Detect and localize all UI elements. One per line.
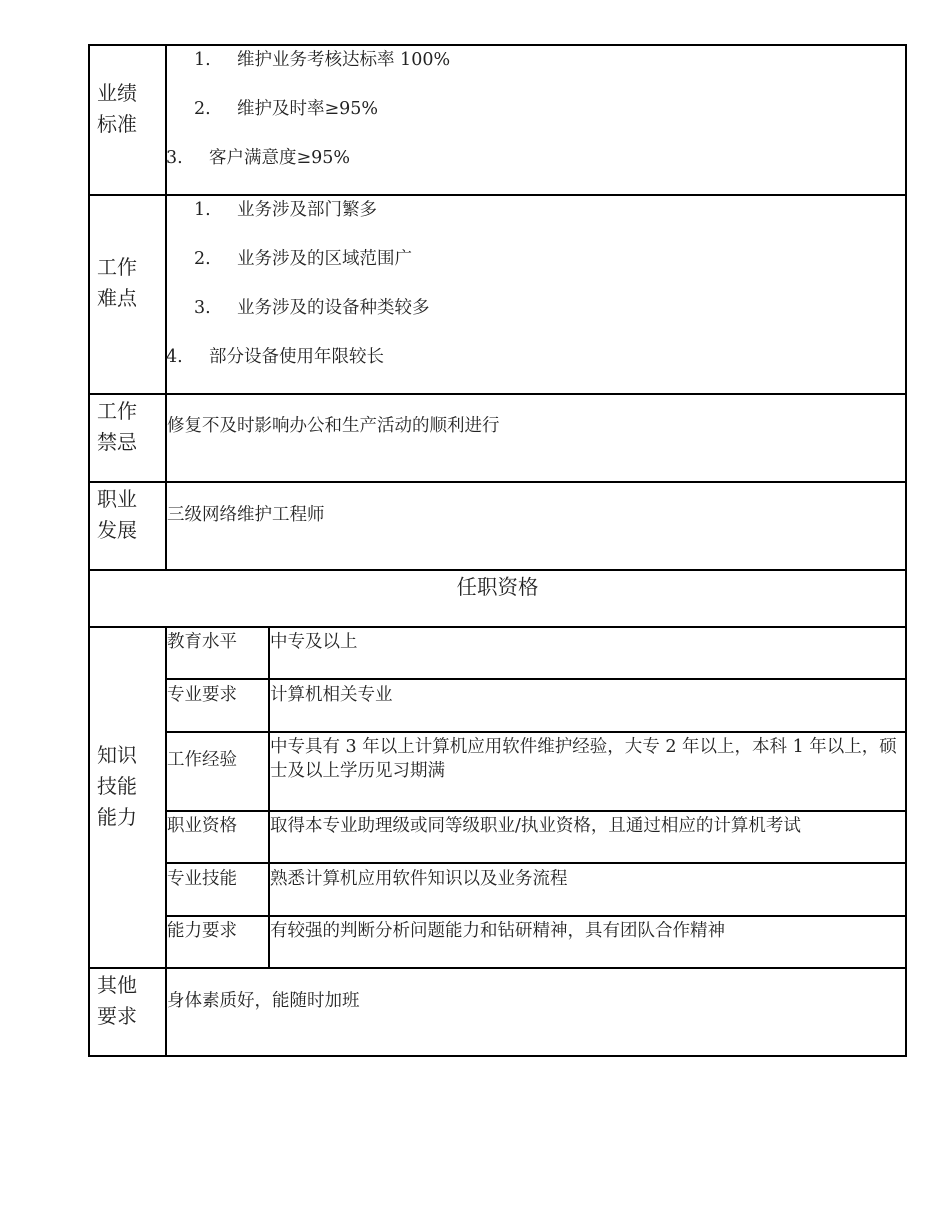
difficulties-label: 工作难点 xyxy=(97,255,137,310)
career-label: 职业发展 xyxy=(97,487,137,542)
other-text: 身体素质好，能随时加班 xyxy=(167,991,360,1011)
list-number: 3. xyxy=(194,298,211,318)
list-number: 1. xyxy=(194,50,211,70)
table-border xyxy=(166,731,907,733)
knowledge-row-value: 取得本专业助理级或同等级职业/执业资格，且通过相应的计算机考试 xyxy=(270,816,801,836)
table-border xyxy=(166,678,907,680)
table-border xyxy=(88,44,90,1056)
list-item: 业务涉及部门繁多 xyxy=(237,200,377,220)
table-border xyxy=(165,44,167,570)
list-number: 2. xyxy=(194,99,211,119)
list-number: 2. xyxy=(194,249,211,269)
knowledge-row-value: 中专及以上 xyxy=(270,632,358,652)
list-number: 1. xyxy=(194,200,211,220)
knowledge-row-value: 中专具有 3 年以上计算机应用软件维护经验，大专 2 年以上，本科 1 年以上，硕士及以上学历见习期满 xyxy=(270,737,897,781)
knowledge-row-name: 职业资格 xyxy=(167,816,237,836)
table-border xyxy=(88,626,907,628)
knowledge-row-name: 能力要求 xyxy=(167,921,237,941)
list-item: 部分设备使用年限较长 xyxy=(209,347,384,367)
list-item: 业务涉及的设备种类较多 xyxy=(237,298,430,318)
list-item: 业务涉及的区域范围广 xyxy=(237,249,412,269)
table-border xyxy=(88,967,907,969)
knowledge-row-name: 工作经验 xyxy=(167,750,237,770)
knowledge-row-name: 教育水平 xyxy=(167,632,237,652)
table-border xyxy=(88,569,907,571)
table-border xyxy=(88,1055,907,1057)
table-border xyxy=(88,393,907,395)
knowledge-row-value: 计算机相关专业 xyxy=(270,685,393,705)
list-item: 维护及时率≥95% xyxy=(237,99,379,119)
list-item: 客户满意度≥95% xyxy=(209,148,351,168)
taboo-label: 工作禁忌 xyxy=(97,399,137,454)
other-label: 其他要求 xyxy=(97,973,137,1028)
table-border xyxy=(166,810,907,812)
table-border xyxy=(88,194,907,196)
knowledge-row-name: 专业要求 xyxy=(167,685,237,705)
knowledge-row-value: 有较强的判断分析问题能力和钻研精神，具有团队合作精神 xyxy=(270,921,725,941)
table-border xyxy=(905,44,907,1056)
list-number: 3. xyxy=(166,148,183,168)
table-border xyxy=(166,915,907,917)
taboo-text: 修复不及时影响办公和生产活动的顺利进行 xyxy=(167,416,500,436)
table-border xyxy=(268,626,270,968)
table-border xyxy=(88,481,907,483)
performance-label: 业绩标准 xyxy=(97,81,137,136)
knowledge-row-value: 熟悉计算机应用软件知识以及业务流程 xyxy=(270,869,568,889)
list-item: 维护业务考核达标率 100% xyxy=(237,50,451,70)
knowledge-row-name: 专业技能 xyxy=(167,869,237,889)
table-border xyxy=(88,44,907,46)
career-text: 三级网络维护工程师 xyxy=(167,505,325,525)
knowledge-label: 知识技能能力 xyxy=(97,743,137,829)
qualification-title: 任职资格 xyxy=(456,575,539,599)
table-border xyxy=(166,862,907,864)
list-number: 4. xyxy=(166,347,183,367)
